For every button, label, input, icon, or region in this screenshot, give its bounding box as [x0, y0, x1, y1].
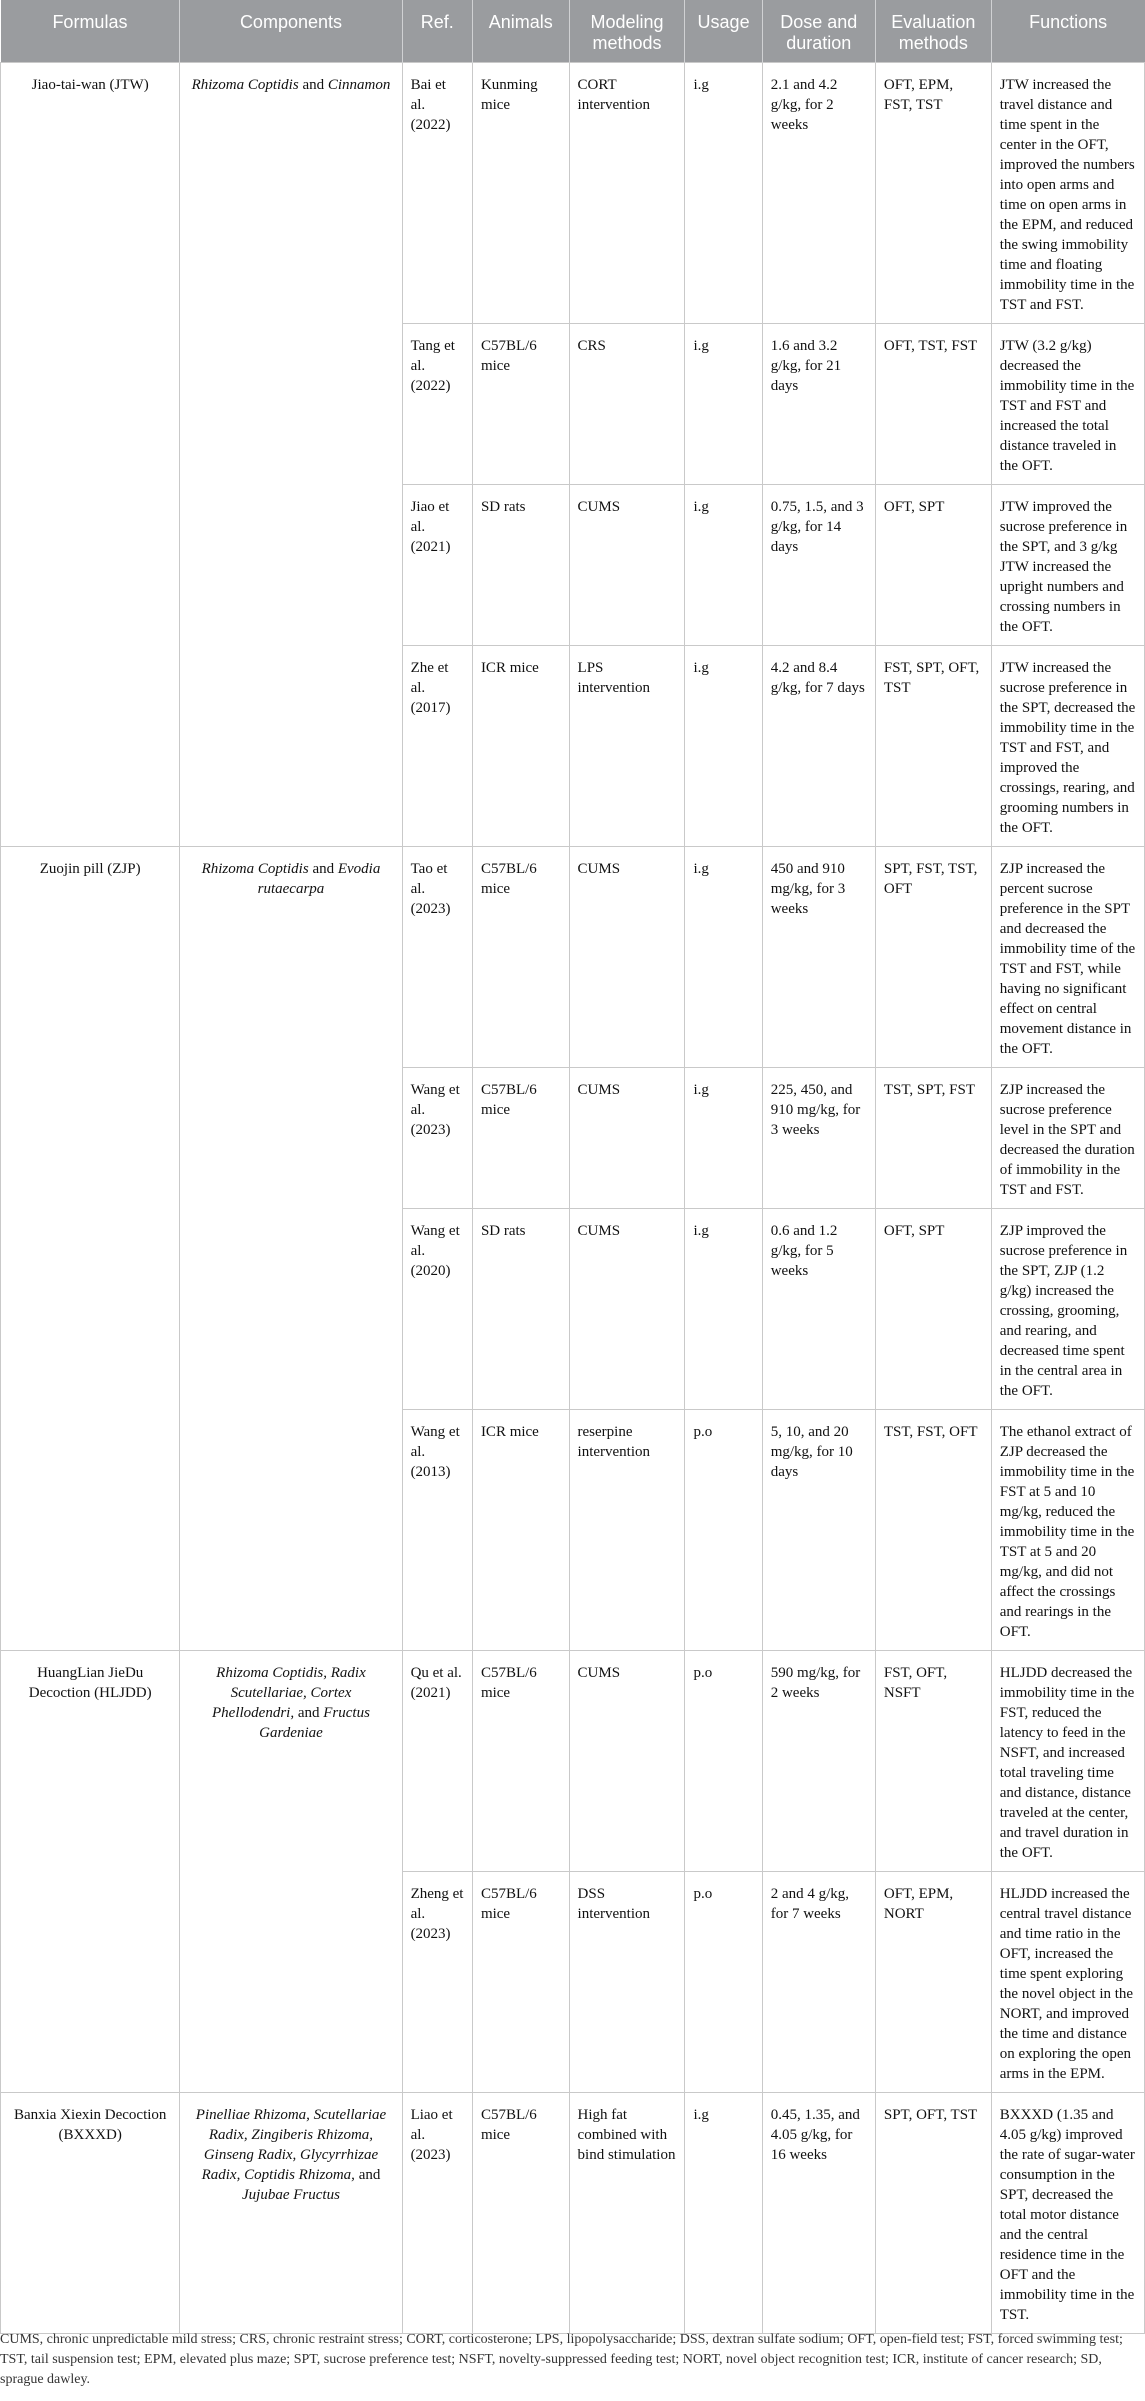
- study-eval: FST, OFT, NSFT: [875, 1651, 991, 1872]
- study-ref: Bai et al. (2022): [402, 63, 472, 324]
- abbreviations-footnote: CUMS, chronic unpredictable mild stress; CRS, chronic restraint stress; CORT, corticosterone; LPS, lipopolysaccharide; DSS, dextran sulfate sodium; OFT, open-field test; FST, forced swimming test; TST, tail suspension test; EPM, elevated plus maze; SPT, sucrose preference test; NSFT, novelty-suppressed feeding test; NORT, novel object recognition test; ICR, institute of cancer research; SD, sprague dawley.: [0, 2332, 1123, 2387]
- study-model: CUMS: [569, 1209, 685, 1410]
- study-dose: 225, 450, and 910 mg/kg, for 3 weeks: [762, 1068, 875, 1209]
- study-dose: 2.1 and 4.2 g/kg, for 2 weeks: [762, 63, 875, 324]
- study-dose: 4.2 and 8.4 g/kg, for 7 days: [762, 646, 875, 847]
- study-dose: 450 and 910 mg/kg, for 3 weeks: [762, 847, 875, 1068]
- study-animals: SD rats: [472, 1209, 569, 1410]
- study-eval: SPT, FST, TST, OFT: [875, 847, 991, 1068]
- formula-name: Zuojin pill (ZJP): [1, 847, 180, 1651]
- study-usage: i.g: [685, 847, 762, 1068]
- study-eval: TST, SPT, FST: [875, 1068, 991, 1209]
- col-header-components: Components: [180, 0, 402, 63]
- study-function: JTW increased the sucrose preference in the SPT, decreased the immobility time in the TST and FST, and improved the crossings, rearing, and grooming numbers in the OFT.: [991, 646, 1144, 847]
- formula-name: HuangLian JieDu Decoction (HLJDD): [1, 1651, 180, 2093]
- study-model: CUMS: [569, 847, 685, 1068]
- study-model: LPS intervention: [569, 646, 685, 847]
- study-animals: C57BL/6 mice: [472, 1068, 569, 1209]
- col-header-ref: Ref.: [402, 0, 472, 63]
- col-header-dose-duration: Dose and duration: [762, 0, 875, 63]
- col-header-usage: Usage: [685, 0, 762, 63]
- study-model: CRS: [569, 324, 685, 485]
- study-animals: C57BL/6 mice: [472, 847, 569, 1068]
- study-function: ZJP increased the percent sucrose preference in the SPT and decreased the immobility time of the TST and FST, while having no significant effect on central movement distance in the OFT.: [991, 847, 1144, 1068]
- study-ref: Qu et al. (2021): [402, 1651, 472, 1872]
- study-eval: OFT, EPM, NORT: [875, 1872, 991, 2093]
- study-model: CUMS: [569, 1068, 685, 1209]
- study-function: JTW (3.2 g/kg) decreased the immobility time in the TST and FST and increased the total distance traveled in the OFT.: [991, 324, 1144, 485]
- study-ref: Zhe et al. (2017): [402, 646, 472, 847]
- study-eval: OFT, TST, FST: [875, 324, 991, 485]
- study-model: High fat combined with bind stimulation: [569, 2093, 685, 2334]
- study-usage: i.g: [685, 63, 762, 324]
- study-animals: C57BL/6 mice: [472, 1651, 569, 1872]
- study-usage: p.o: [685, 1410, 762, 1651]
- study-function: ZJP improved the sucrose preference in the SPT, ZJP (1.2 g/kg) increased the crossing, grooming, and rearing, and decreased time spent in the central area in the OFT.: [991, 1209, 1144, 1410]
- study-animals: C57BL/6 mice: [472, 324, 569, 485]
- study-usage: i.g: [685, 324, 762, 485]
- study-animals: Kunming mice: [472, 63, 569, 324]
- formula-components: Rhizoma Coptidis and Evodia rutaecarpa: [180, 847, 402, 1651]
- study-dose: 0.45, 1.35, and 4.05 g/kg, for 16 weeks: [762, 2093, 875, 2334]
- study-animals: SD rats: [472, 485, 569, 646]
- study-model: DSS intervention: [569, 1872, 685, 2093]
- study-eval: OFT, SPT: [875, 1209, 991, 1410]
- study-ref: Wang et al. (2013): [402, 1410, 472, 1651]
- formula-name: Banxia Xiexin Decoction (BXXXD): [1, 2093, 180, 2334]
- study-ref: Wang et al. (2023): [402, 1068, 472, 1209]
- study-dose: 0.75, 1.5, and 3 g/kg, for 14 days: [762, 485, 875, 646]
- study-usage: p.o: [685, 1872, 762, 2093]
- study-ref: Tao et al. (2023): [402, 847, 472, 1068]
- study-function: HLJDD increased the central travel distance and time ratio in the OFT, increased the time spent exploring the novel object in the NORT, and improved the time and distance on exploring the open arms in the EPM.: [991, 1872, 1144, 2093]
- study-dose: 5, 10, and 20 mg/kg, for 10 days: [762, 1410, 875, 1651]
- table-row: [1, 847, 1145, 1068]
- study-model: CUMS: [569, 1651, 685, 1872]
- study-animals: ICR mice: [472, 1410, 569, 1651]
- study-animals: C57BL/6 mice: [472, 2093, 569, 2334]
- col-header-animals: Animals: [472, 0, 569, 63]
- study-ref: Tang et al. (2022): [402, 324, 472, 485]
- study-usage: i.g: [685, 646, 762, 847]
- study-dose: 1.6 and 3.2 g/kg, for 21 days: [762, 324, 875, 485]
- col-header-modeling-methods: Modeling methods: [569, 0, 685, 63]
- col-header-evaluation-methods: Evaluation methods: [875, 0, 991, 63]
- study-usage: i.g: [685, 2093, 762, 2334]
- col-header-formulas: Formulas: [1, 0, 180, 63]
- table-row: [1, 1651, 1145, 1872]
- formula-name: Jiao-tai-wan (JTW): [1, 63, 180, 847]
- study-function: BXXXD (1.35 and 4.05 g/kg) improved the rate of sugar-water consumption in the SPT, decreased the total motor distance and the central residence time in the OFT and the immobility time in the TST.: [991, 2093, 1144, 2334]
- study-model: CORT intervention: [569, 63, 685, 324]
- study-animals: C57BL/6 mice: [472, 1872, 569, 2093]
- study-usage: i.g: [685, 1209, 762, 1410]
- study-usage: i.g: [685, 485, 762, 646]
- study-dose: 590 mg/kg, for 2 weeks: [762, 1651, 875, 1872]
- col-header-functions: Functions: [991, 0, 1144, 63]
- study-eval: OFT, EPM, FST, TST: [875, 63, 991, 324]
- formula-components: Rhizoma Coptidis and Cinnamon: [180, 63, 402, 847]
- study-animals: ICR mice: [472, 646, 569, 847]
- formula-components: Pinelliae Rhizoma, Scutellariae Radix, Zingiberis Rhizoma, Ginseng Radix, Glycyrrhizae Radix, Coptidis Rhizoma, and Jujubae Fructus: [180, 2093, 402, 2334]
- study-dose: 0.6 and 1.2 g/kg, for 5 weeks: [762, 1209, 875, 1410]
- study-usage: i.g: [685, 1068, 762, 1209]
- study-function: HLJDD decreased the immobility time in the FST, reduced the latency to feed in the NSFT, and increased total traveling time and distance, distance traveled at the center, and travel duration in the OFT.: [991, 1651, 1144, 1872]
- study-function: ZJP increased the sucrose preference level in the SPT and decreased the duration of immobility in the TST and FST.: [991, 1068, 1144, 1209]
- study-function: The ethanol extract of ZJP decreased the immobility time in the FST at 5 and 10 mg/kg, reduced the immobility time in the TST at 5 and 20 mg/kg, and did not affect the crossings and rearings in the OFT.: [991, 1410, 1144, 1651]
- study-function: JTW improved the sucrose preference in the SPT, and 3 g/kg JTW increased the upright numbers and crossing numbers in the OFT.: [991, 485, 1144, 646]
- study-function: JTW increased the travel distance and time spent in the center in the OFT, improved the numbers into open arms and time on open arms in the EPM, and reduced the swing immobility time and floating immobility time in the TST and FST.: [991, 63, 1144, 324]
- study-eval: SPT, OFT, TST: [875, 2093, 991, 2334]
- study-ref: Wang et al. (2020): [402, 1209, 472, 1410]
- formula-components: Rhizoma Coptidis, Radix Scutellariae, Cortex Phellodendri, and Fructus Gardeniae: [180, 1651, 402, 2093]
- study-model: CUMS: [569, 485, 685, 646]
- table-row: [1, 63, 1145, 324]
- study-ref: Jiao et al. (2021): [402, 485, 472, 646]
- study-ref: Zheng et al. (2023): [402, 1872, 472, 2093]
- study-eval: OFT, SPT: [875, 485, 991, 646]
- study-usage: p.o: [685, 1651, 762, 1872]
- study-eval: TST, FST, OFT: [875, 1410, 991, 1651]
- study-ref: Liao et al. (2023): [402, 2093, 472, 2334]
- study-model: reserpine intervention: [569, 1410, 685, 1651]
- table-row: [1, 2093, 1145, 2334]
- header-row: [1, 0, 1145, 63]
- study-dose: 2 and 4 g/kg, for 7 weeks: [762, 1872, 875, 2093]
- study-eval: FST, SPT, OFT, TST: [875, 646, 991, 847]
